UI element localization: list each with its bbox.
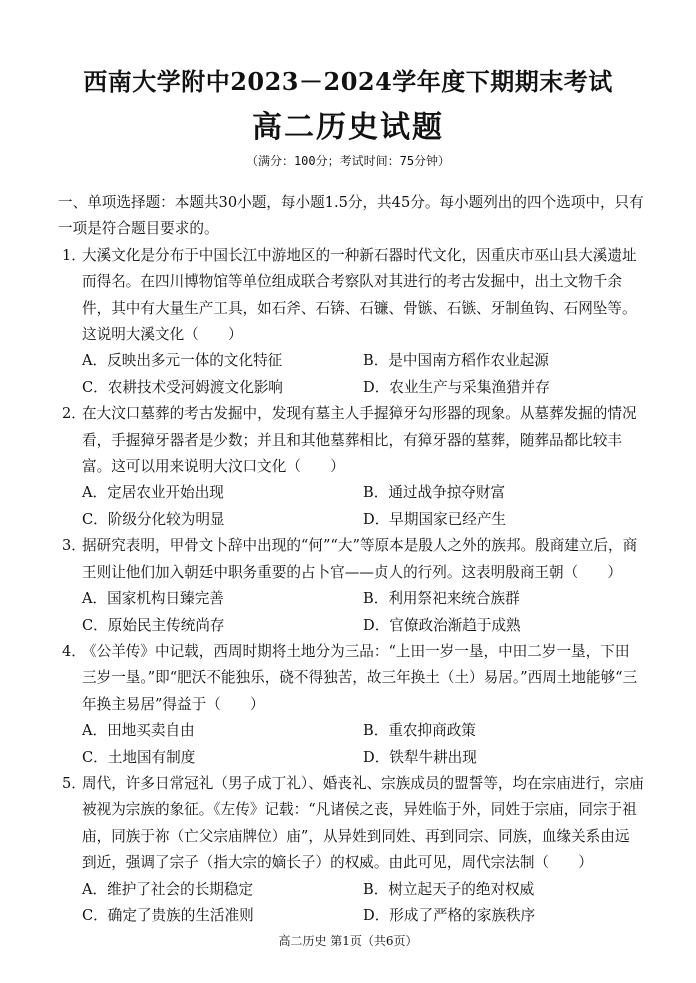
option-b[interactable]: B．通过战争掠夺财富 [363,484,506,502]
option-a[interactable]: A．反映出多元一体的文化特征 [82,352,283,370]
exam-meta: （满分：100分；考试时间：75分钟） [245,154,451,168]
option-d[interactable]: D．官僚政治渐趋于成熟 [363,616,521,634]
option-a[interactable]: A．定居农业开始出现 [82,484,224,502]
question-2 [58,401,644,480]
question-5 [58,771,644,877]
question-stem: 周代，许多日常冠礼（男子成丁礼）、婚丧礼、宗族成员的盟誓等，均在宗庙进行，宗庙被视为宗族的象征。《左传》记载：“凡诸侯之丧，异姓临于外，同姓于宗庙，同宗于祖庙，同族于祢（亡父宗庙牌位）庙”，从异姓到同姓、再到同宗、同族，血缘关系由远到近，强调了宗子（指大宗的嫡长子）的权威。由此可见，周代宗法制（ ） [82,774,644,872]
option-b[interactable]: B．树立起天子的绝对权威 [363,880,535,898]
option-d[interactable]: D．铁犁牛耕出现 [363,748,477,766]
section-heading: 一、单项选择题：本题共30小题，每小题1.5分，共45分。每小题列出的四个选项中，只有一项是符合题目要求的。 [58,194,644,238]
option-c[interactable]: C．确定了贵族的生活准则 [82,906,254,924]
option-b[interactable]: B．是中国南方稻作农业起源 [363,352,549,370]
option-c[interactable]: C．土地国有制度 [82,748,196,766]
option-a[interactable]: A．田地买卖自由 [82,722,195,740]
question-number: 4． [62,642,86,660]
question-stem: 《公羊传》中记载，西周时期将土地分为三品：“上田一岁一垦，中田二岁一垦，下田三岁一垦。”即“肥沃不能独乐，硗不得独苦，故三年换土（土）易居。”西周土地能够“三年换主易居”得益于（ ） [82,642,638,713]
question-3-options [58,586,644,639]
option-a[interactable]: A．维护了社会的长期稳定 [82,880,254,898]
question-1 [58,243,644,349]
question-3 [58,533,644,586]
option-d[interactable]: D．早期国家已经产生 [363,510,507,528]
question-4 [58,639,644,718]
question-number: 1． [62,246,86,264]
option-c[interactable]: C．农耕技术受河姆渡文化影响 [82,378,283,396]
question-stem: 据研究表明，甲骨文卜辞中出现的“何”“大”等原本是殷人之外的族邦。殷商建立后，商王则让他们加入朝廷中职务重要的占卜官——贞人的行列。这表明殷商王朝（ ） [82,537,638,581]
option-c[interactable]: C．阶级分化较为明显 [82,510,225,528]
question-stem: 大溪文化是分布于中国长江中游地区的一种新石器时代文化，因重庆市巫山县大溪遗址而得名。在四川博物馆等单位组成联合考察队对其进行的考古发掘中，出土文物千余件，其中有大量生产工具，如石斧、石锛、石镰、骨镞、石镞、牙制鱼钩、石网坠等。这说明大溪文化（ ） [82,246,637,344]
question-number: 2． [62,405,86,423]
exam-title: 西南大学附中2023－2024学年度下期期末考试 [83,67,613,96]
option-c[interactable]: C．原始民主传统尚存 [82,616,225,634]
option-d[interactable]: D．形成了严格的家族秩序 [363,906,536,924]
question-5-options [58,877,644,930]
exam-subject-title: 高二历史试题 [252,110,444,145]
question-4-options [58,718,644,771]
option-d[interactable]: D．农业生产与采集渔猎并存 [363,378,550,396]
page-footer: 高二历史 第1页（共6页） [278,934,418,948]
question-number: 3． [62,537,86,555]
question-1-options [58,348,644,401]
question-number: 5． [62,774,86,792]
question-stem: 在大汶口墓葬的考古发掘中，发现有墓主人手握獐牙勾形器的现象。从墓葬发掘的情况看，手握獐牙器者是少数；并且和其他墓葬相比，有獐牙器的墓葬，随葬品都比较丰富。这可以用来说明大汶口文化（ ） [82,405,637,476]
option-b[interactable]: B．重农抑商政策 [363,722,476,740]
exam-body [58,190,644,929]
question-2-options [58,480,644,533]
option-b[interactable]: B．利用祭祀来统合族群 [363,590,520,608]
option-a[interactable]: A．国家机构日臻完善 [82,590,224,608]
